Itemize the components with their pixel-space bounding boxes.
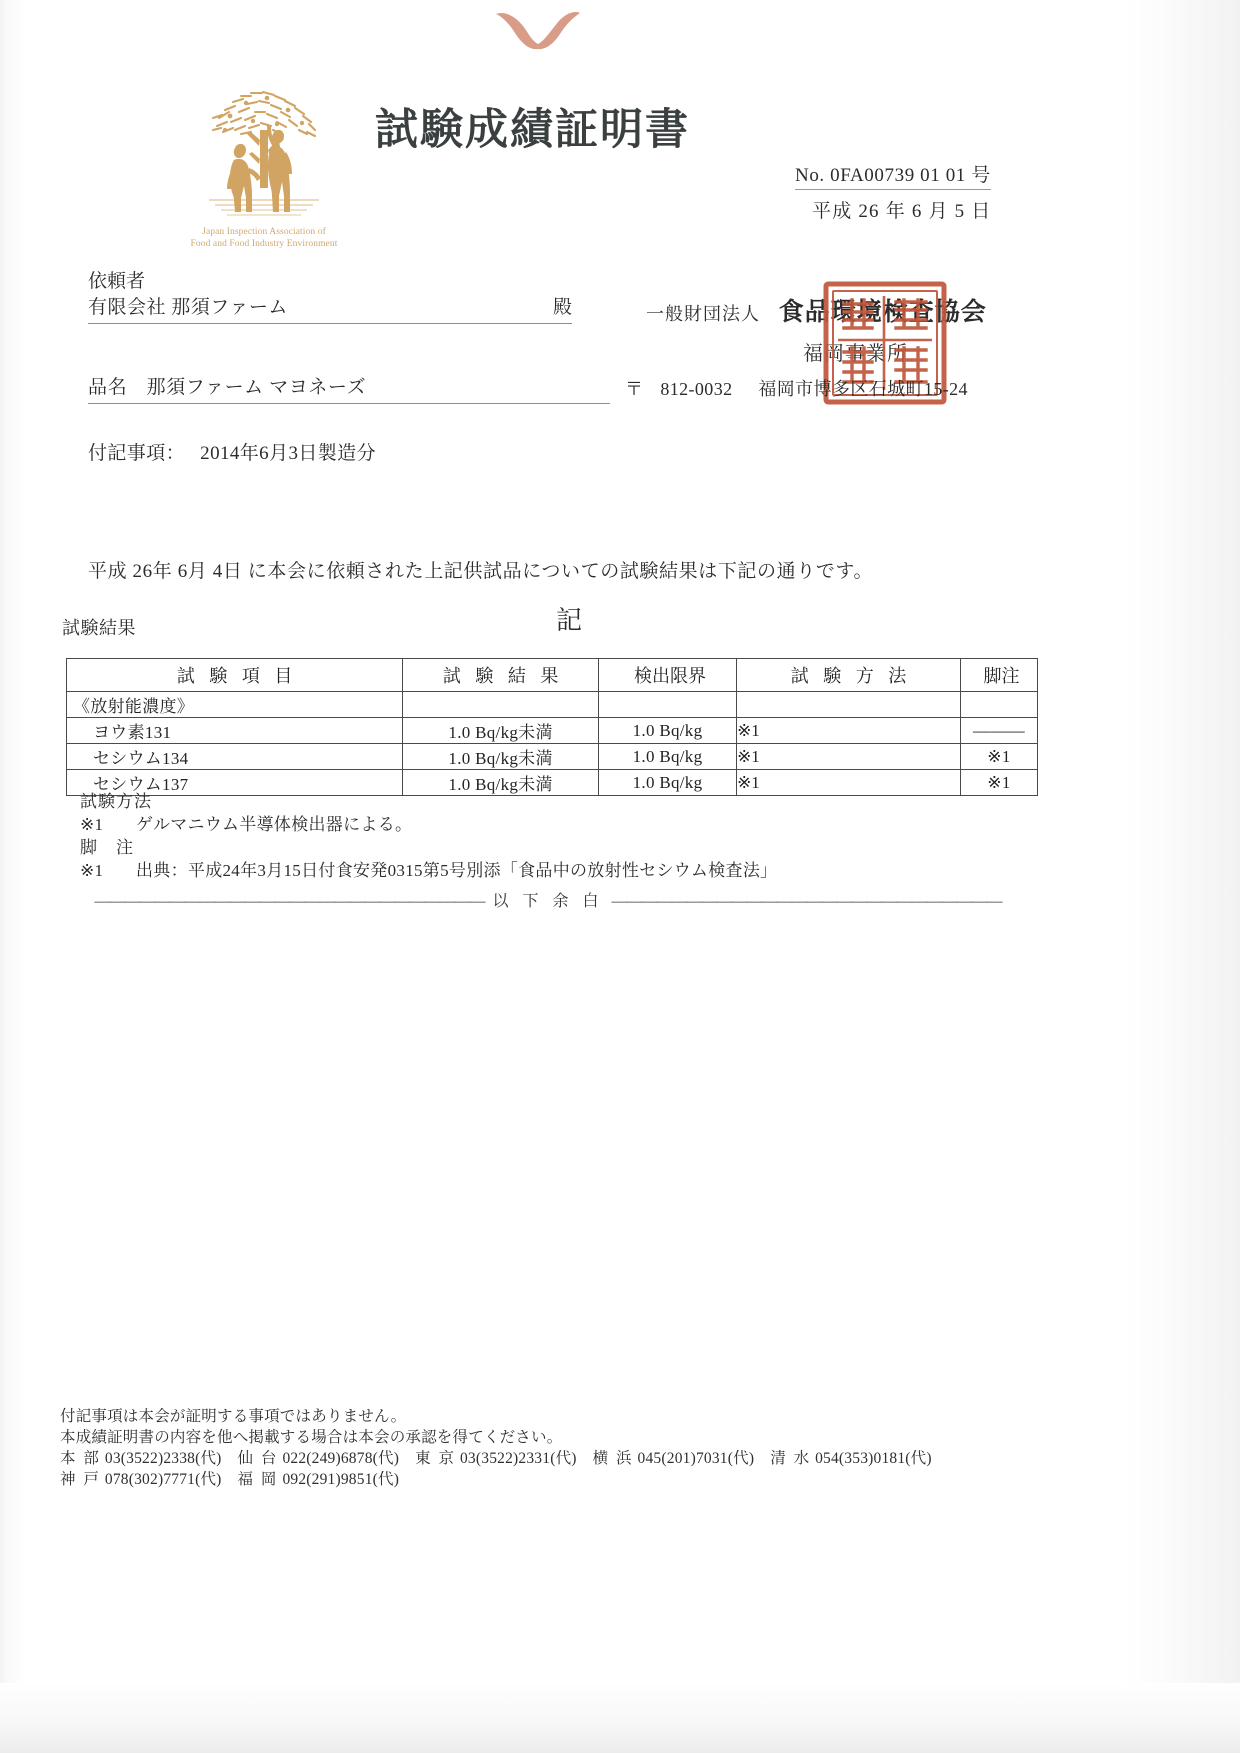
- cell-detection-limit: 1.0 Bq/kg: [598, 770, 736, 796]
- cell-test-result: [403, 692, 599, 718]
- page-title: 試験成績証明書: [375, 105, 690, 155]
- cell-test-result: 1.0 Bq/kg未満: [403, 770, 599, 796]
- testing-statement: 平成 26年 6月 4日 に本会に依頼された上記供試品についての試験結果は下記の通りです。: [88, 561, 874, 582]
- product-label: 品名: [88, 377, 128, 398]
- association-logo: [176, 88, 352, 250]
- remarks-field: [88, 438, 376, 465]
- logo-caption-line1: Japan Inspection Association of: [202, 227, 326, 237]
- client-field: [88, 292, 572, 324]
- method-note-item: [80, 813, 1060, 836]
- office-city: 清 水: [770, 1450, 812, 1467]
- footer-disclaimer-1: 付記事項は本会が証明する事項ではありません。: [60, 1408, 407, 1425]
- scan-edge-bottom: [0, 1683, 1240, 1753]
- header-test-method: 試 験 方 法: [737, 659, 961, 692]
- organization-name: 食品環境検査協会: [778, 297, 987, 326]
- organization-kind: 一般財団法人: [646, 304, 760, 324]
- cell-test-method: ※1: [737, 770, 961, 796]
- footnote-text: 出典：平成24年3月15日付食安発0315第5号別添「食品中の放射性セシウム検査法」: [136, 861, 778, 880]
- remarks-value: 2014年6月3日製造分: [200, 443, 376, 464]
- office-tel: 092(291)9851(代): [282, 1471, 400, 1488]
- office-city: 東 京: [415, 1450, 456, 1467]
- table-row: [67, 692, 1038, 718]
- test-results-table: [66, 658, 1038, 796]
- cell-footnote: [960, 692, 1037, 718]
- product-field: [88, 372, 610, 404]
- organization-address: [625, 375, 968, 401]
- scan-artifact-icon: [492, 8, 582, 50]
- office-tel: 045(201)7031(代): [637, 1450, 755, 1467]
- client-label: 依頼者: [88, 271, 146, 292]
- header-detection-limit: 検出限界: [598, 659, 736, 692]
- issue-date: 平成 26 年 6 月 5 日: [812, 201, 992, 222]
- table-header-row: [67, 659, 1038, 692]
- organization-branch: 福岡事業所: [803, 343, 908, 365]
- cell-detection-limit: 1.0 Bq/kg: [598, 744, 736, 770]
- remarks-label: 付記事項：: [88, 443, 186, 464]
- header-footnote: 脚注: [960, 659, 1037, 692]
- cell-test-item: 《放射能濃度》: [67, 692, 403, 718]
- office-tel: 054(353)0181(代): [815, 1450, 932, 1467]
- footnote-heading: 脚 注: [80, 838, 134, 857]
- office-tel: 022(249)6878(代): [282, 1450, 400, 1467]
- tree-and-people-logo-icon: [189, 88, 339, 220]
- footer-disclaimer-2: 本成績証明書の内容を他へ掲載する場合は本会の承認を得てください。: [60, 1429, 563, 1446]
- cell-test-item: ヨウ素131: [67, 718, 403, 744]
- cell-detection-limit: [598, 692, 736, 718]
- footnote-mark: ※1: [80, 861, 104, 880]
- address-text: 福岡市博多区石城町15-24: [758, 379, 968, 399]
- marker-dashes-right: ――――――――――――――――――――――――――: [611, 893, 1002, 910]
- cell-footnote: ※1: [960, 744, 1037, 770]
- postal-mark-icon: 〒: [625, 379, 644, 399]
- table-row: [67, 718, 1038, 744]
- header-test-result: 試 験 結 果: [403, 659, 599, 692]
- client-name: 有限会社 那須ファーム: [88, 297, 288, 318]
- ki-mark: 記: [556, 606, 584, 635]
- method-note-text: ゲルマニウム半導体検出器による。: [136, 815, 413, 834]
- notes-section: [80, 790, 1060, 882]
- cell-test-item: セシウム137: [67, 770, 403, 796]
- scan-edge-left: [0, 0, 26, 1753]
- office-tel: 03(3522)2331(代): [459, 1450, 577, 1467]
- cell-test-method: [737, 692, 961, 718]
- cell-test-method: ※1: [737, 744, 961, 770]
- cell-footnote: ※1: [960, 770, 1037, 796]
- cell-test-result: 1.0 Bq/kg未満: [403, 718, 599, 744]
- page-footer: [60, 1406, 932, 1490]
- document-number: No. 0FA00739 01 01 号: [795, 160, 991, 190]
- office-city: 横 浜: [592, 1450, 634, 1467]
- logo-caption: [176, 227, 352, 250]
- office-tel: 03(3522)2338(代): [104, 1450, 222, 1467]
- product-name: 那須ファーム マヨネーズ: [146, 377, 367, 398]
- office-city: 福 岡: [237, 1471, 279, 1488]
- scan-edge-right: [1122, 0, 1240, 1753]
- results-section-label: 試験結果: [62, 618, 136, 638]
- footnote-item: [80, 859, 1060, 882]
- method-note-heading: 試験方法: [80, 792, 152, 811]
- cell-test-method: ※1: [737, 718, 961, 744]
- cell-test-result: 1.0 Bq/kg未満: [403, 744, 599, 770]
- office-city: 仙 台: [237, 1450, 279, 1467]
- postal-code: 812-0032: [660, 379, 733, 399]
- office-tel: 078(302)7771(代): [104, 1471, 222, 1488]
- client-honorific: 殿: [552, 297, 572, 318]
- office-city: 本 部: [60, 1450, 101, 1467]
- cell-detection-limit: 1.0 Bq/kg: [598, 718, 736, 744]
- office-city: 神 戸: [60, 1471, 101, 1488]
- header-test-item: 試 験 項 目: [67, 659, 403, 692]
- table-body: [67, 692, 1038, 796]
- logo-caption-line2: Food and Food Industry Environment: [190, 238, 338, 249]
- end-of-content-marker: [68, 888, 1028, 911]
- method-note-mark: ※1: [80, 815, 104, 834]
- cell-footnote: ―――: [960, 718, 1037, 744]
- footer-offices-row-2: [60, 1469, 932, 1490]
- table-row: [67, 744, 1038, 770]
- footer-offices-row-1: [60, 1448, 932, 1469]
- marker-text: 以 下 余 白: [492, 893, 604, 910]
- cell-test-item: セシウム134: [67, 744, 403, 770]
- marker-dashes-left: ――――――――――――――――――――――――――: [94, 893, 485, 910]
